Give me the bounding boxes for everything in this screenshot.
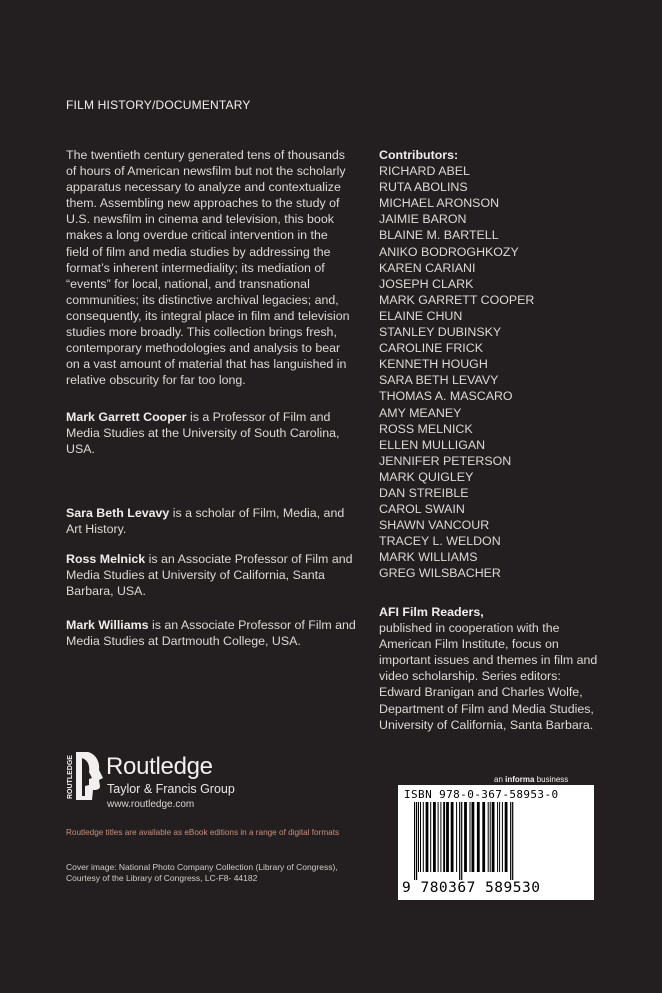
logo-side-text: ROUTLEDGE bbox=[67, 755, 74, 799]
routledge-profile-icon bbox=[76, 752, 103, 800]
author-bio-text: is a Professor of Film and Media Studies at the University of South Carolina, USA. bbox=[66, 410, 340, 457]
barcode-bar bbox=[477, 802, 480, 872]
contributor-name: JOSEPH CLARK bbox=[379, 276, 474, 291]
author-bio-text: is a scholar of Film, Media, and Art History. bbox=[66, 506, 345, 537]
barcode-bar bbox=[497, 802, 498, 872]
author-bio-1 bbox=[66, 409, 356, 457]
ebook-note: Routledge titles are available as eBook editions in a range of digital formats bbox=[66, 828, 340, 837]
contributor-name: JAIMIE BARON bbox=[379, 212, 467, 227]
contributor-name: MARK GARRETT COOPER bbox=[379, 292, 535, 307]
barcode-bar bbox=[443, 802, 445, 872]
barcode-bar bbox=[459, 802, 460, 880]
contributor-name: ROSS MELNICK bbox=[379, 421, 473, 436]
contributor-name: STANLEY DUBINSKY bbox=[379, 325, 502, 340]
contributor-name: TRACEY L. WELDON bbox=[379, 534, 501, 549]
contributor-name: ELAINE CHUN bbox=[379, 308, 463, 323]
contributor-name: MARK QUIGLEY bbox=[379, 469, 474, 484]
book-description: The twentieth century generated tens of thousands of hours of American newsfilm but not the scholarly apparatus necessary to analyze and contextualize them. Assembling new approaches to the study of U.S. newsfilm in cinema and television, this book makes a long overdue critical intervention in the field of film and media studies by addressing the format’s inherent intermediality; its mediation of “events” for local, national, and transnational communities; its distinctive archival legacies; and, consequently, its integral place in film and television studies more broadly. This collection brings fresh, contemporary methodologies and analysis to bear on a vast amount of material that has languished in relative obscurity for far too long. bbox=[66, 148, 350, 388]
barcode-bar bbox=[510, 802, 511, 880]
barcode-bar bbox=[472, 802, 475, 872]
barcode-bar bbox=[416, 802, 417, 880]
barcode-bar bbox=[505, 802, 508, 872]
barcode-bar bbox=[446, 802, 449, 872]
contributor-name: CAROLINE FRICK bbox=[379, 341, 483, 356]
cover-credit: Cover image: National Photo Company Collection (Library of Congress), Courtesy of the Library of Congress, LC-F8- 44182 bbox=[66, 862, 338, 883]
contributor-name: KAREN CARIANI bbox=[379, 260, 476, 275]
author-name: Mark Williams bbox=[66, 618, 149, 632]
barcode-bar bbox=[456, 802, 457, 872]
contributors-heading: Contributors: bbox=[379, 148, 459, 162]
contributor-name: AMY MEANEY bbox=[379, 405, 462, 420]
barcode-bar bbox=[433, 802, 436, 872]
category-label: FILM HISTORY/DOCUMENTARY bbox=[66, 98, 251, 112]
barcode-bar bbox=[414, 802, 415, 880]
barcode-bar bbox=[470, 802, 471, 872]
contributor-name: RUTA ABOLINS bbox=[379, 180, 468, 195]
barcode-bar bbox=[499, 802, 500, 872]
contributor-name: RICHARD ABEL bbox=[379, 164, 470, 179]
afi-heading: AFI Film Readers, bbox=[379, 605, 484, 619]
isbn-barcode bbox=[398, 785, 594, 900]
contributors-list bbox=[379, 163, 534, 581]
barcode-bar bbox=[430, 802, 431, 872]
contributor-name: MARK WILLIAMS bbox=[379, 550, 478, 565]
author-name: Sara Beth Levavy bbox=[66, 506, 170, 520]
barcode-bar bbox=[420, 802, 421, 872]
contributor-name: ELLEN MULLIGAN bbox=[379, 437, 486, 452]
barcode-bar bbox=[438, 802, 439, 872]
barcode-bar bbox=[451, 802, 454, 872]
contributor-name: DAN STREIBLE bbox=[379, 485, 469, 500]
author-name: Ross Melnick bbox=[66, 552, 146, 566]
informa-suffix: business bbox=[534, 775, 569, 784]
publisher-name: Routledge bbox=[106, 753, 213, 780]
contributor-name: CAROL SWAIN bbox=[379, 502, 465, 517]
author-bio-3 bbox=[66, 551, 356, 599]
contributor-name: THOMAS A. MASCARO bbox=[379, 389, 513, 404]
barcode-bar bbox=[488, 802, 489, 872]
informa-prefix: an bbox=[494, 775, 503, 784]
contributor-name: GREG WILSBACHER bbox=[379, 566, 501, 581]
author-bio-2 bbox=[66, 505, 356, 537]
contributor-name: JENNIFER PETERSON bbox=[379, 453, 512, 468]
contributor-name: MICHAEL ARONSON bbox=[379, 196, 500, 211]
barcode-bars bbox=[404, 802, 588, 880]
contributor-name: BLAINE M. BARTELL bbox=[379, 228, 499, 243]
barcode-bar bbox=[440, 802, 441, 872]
barcode-bar bbox=[423, 802, 424, 872]
contributor-name: KENNETH HOUGH bbox=[379, 357, 488, 372]
contributor-name: SHAWN VANCOUR bbox=[379, 518, 490, 533]
informa-tagline bbox=[494, 775, 568, 784]
barcode-bar bbox=[512, 802, 513, 880]
barcode-bar bbox=[490, 802, 491, 872]
barcode-bar bbox=[426, 802, 429, 872]
barcode-bar bbox=[464, 802, 467, 872]
barcode-bar bbox=[492, 802, 495, 872]
informa-brand: informa bbox=[505, 775, 535, 784]
isbn-label: ISBN 978-0-367-58953-0 bbox=[404, 788, 559, 801]
author-bio-4 bbox=[66, 617, 356, 649]
contributors-section bbox=[379, 147, 534, 582]
publisher-url[interactable]: www.routledge.com bbox=[107, 799, 195, 810]
barcode-bar bbox=[461, 802, 462, 880]
author-bio-text: is an Associate Professor of Film and Media Studies at University of California, Santa Barbara, USA. bbox=[66, 552, 353, 599]
author-name: Mark Garrett Cooper bbox=[66, 410, 187, 424]
barcode-bar bbox=[418, 802, 419, 872]
author-bio-text: is an Associate Professor of Film and Media Studies at Dartmouth College, USA. bbox=[66, 618, 356, 649]
contributor-name: SARA BETH LEVAVY bbox=[379, 373, 499, 388]
afi-text: published in cooperation with the American Film Institute, focus on important issues and themes in film and video scholarship. Series editors: Edward Branigan and Charles Wolfe, Department of Film and Media Studies, University of California, Santa Barbara. bbox=[379, 621, 598, 732]
afi-series-note bbox=[379, 604, 604, 733]
publisher-group: Taylor & Francis Group bbox=[107, 782, 235, 796]
barcode-digits: 9 780367 589530 bbox=[402, 880, 541, 896]
contributor-name: ANIKO BODROGHKOZY bbox=[379, 244, 519, 259]
barcode-bar bbox=[482, 802, 485, 872]
barcode-bar bbox=[502, 802, 503, 872]
